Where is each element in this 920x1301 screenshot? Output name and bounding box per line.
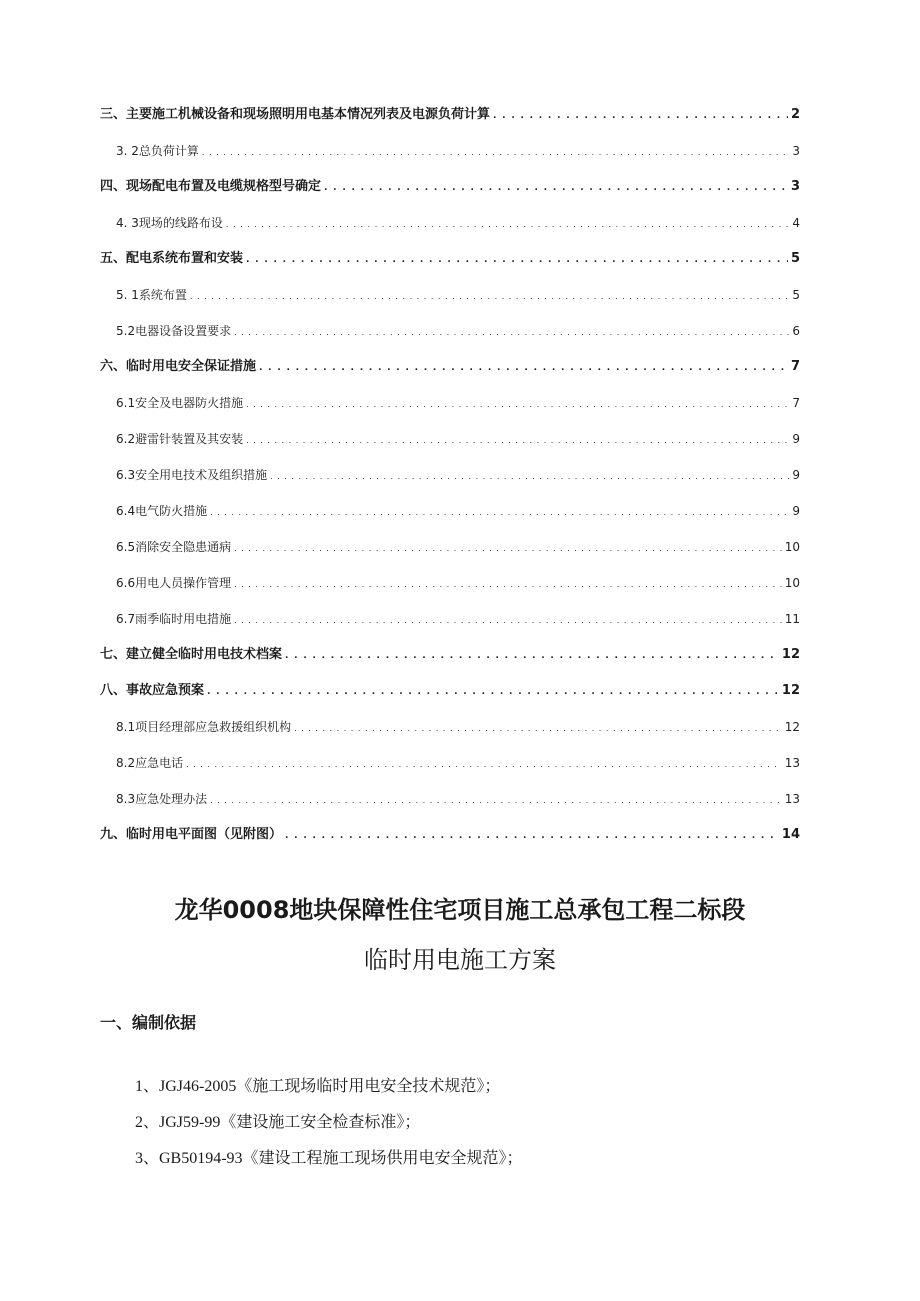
toc-dot-leader (285, 637, 779, 674)
toc-entry[interactable] (100, 205, 800, 241)
basis-item: 3、GB50194-93《建设工程施工现场供用电安全规范》； (135, 1150, 523, 1167)
table-of-contents (100, 97, 800, 853)
toc-entry-label: 七、建立健全临时用电技术档案 (100, 647, 283, 662)
toc-dot-leader (234, 565, 782, 603)
toc-entry[interactable] (100, 385, 800, 421)
toc-dot-leader (234, 601, 782, 639)
toc-entry-label: 8.2应急电话 (116, 756, 184, 770)
toc-entry[interactable] (100, 277, 800, 313)
toc-entry[interactable] (100, 601, 800, 637)
toc-entry-page-number: 5 (790, 251, 800, 266)
toc-entry-page-number: 12 (781, 647, 800, 662)
toc-entry[interactable] (100, 169, 800, 205)
toc-entry-label: 九、临时用电平面图（见附图） (100, 827, 283, 842)
toc-entry-label: 6.5消除安全隐患通病 (116, 540, 232, 554)
toc-entry-page-number: 10 (784, 576, 800, 590)
toc-entry[interactable] (100, 349, 800, 385)
toc-entry-label: 6.7雨季临时用电措施 (116, 612, 232, 626)
toc-entry[interactable] (100, 241, 800, 277)
toc-entry-label: 八、事故应急预案 (100, 683, 205, 698)
toc-entry-label: 4. 3现场的线路布设 (116, 216, 223, 230)
toc-entry-label: 5.2电器设备设置要求 (116, 324, 232, 338)
toc-entry-label: 6.1安全及电器防火措施 (116, 396, 244, 410)
toc-entry-page-number: 9 (792, 504, 800, 518)
toc-entry-label: 3. 2总负荷计算 (116, 144, 199, 158)
document-title: 龙华0008地块保障性住宅项目施工总承包工程二标段 (174, 896, 746, 924)
toc-dot-leader (246, 241, 788, 278)
toc-dot-leader (226, 205, 789, 243)
toc-dot-leader (186, 745, 782, 783)
toc-entry-label: 5. 1系统布置 (116, 288, 187, 302)
toc-entry[interactable] (100, 421, 800, 457)
toc-dot-leader (210, 493, 789, 531)
toc-entry-page-number: 13 (784, 792, 800, 806)
section-heading: 一、编制依据 (100, 1013, 197, 1032)
toc-entry[interactable] (100, 313, 800, 349)
toc-entry-page-number: 10 (784, 540, 800, 554)
toc-entry-label: 四、现场配电布置及电缆规格型号确定 (100, 179, 322, 194)
toc-entry[interactable] (100, 745, 800, 781)
toc-entry-page-number: 11 (784, 612, 800, 626)
toc-entry-page-number: 3 (792, 144, 800, 158)
toc-dot-leader (259, 349, 788, 386)
toc-entry-page-number: 7 (792, 396, 800, 410)
toc-dot-leader (294, 709, 782, 747)
toc-entry[interactable] (100, 565, 800, 601)
toc-entry-label: 8.3应急处理办法 (116, 792, 208, 806)
toc-entry-label: 6.6用电人员操作管理 (116, 576, 232, 590)
toc-dot-leader (207, 673, 779, 710)
toc-entry-page-number: 9 (792, 432, 800, 446)
toc-dot-leader (246, 385, 789, 423)
toc-dot-leader (246, 421, 789, 459)
toc-entry-label: 6.3安全用电技术及组织措施 (116, 468, 268, 482)
toc-dot-leader (493, 97, 788, 134)
toc-entry-label: 8.1项目经理部应急救援组织机构 (116, 720, 292, 734)
toc-dot-leader (285, 817, 779, 854)
toc-dot-leader (234, 313, 789, 351)
toc-dot-leader (190, 277, 789, 315)
toc-entry-page-number: 4 (792, 216, 800, 230)
toc-entry-page-number: 13 (784, 756, 800, 770)
toc-dot-leader (234, 529, 782, 567)
toc-entry[interactable] (100, 637, 800, 673)
toc-entry-label: 六、临时用电安全保证措施 (100, 359, 257, 374)
toc-entry-label: 6.2避雷针装置及其安装 (116, 432, 244, 446)
toc-entry-page-number: 7 (790, 359, 800, 374)
toc-entry-label: 6.4电气防火措施 (116, 504, 208, 518)
toc-entry[interactable] (100, 781, 800, 817)
toc-entry[interactable] (100, 709, 800, 745)
toc-entry-page-number: 14 (781, 827, 800, 842)
document-subtitle: 临时用电施工方案 (364, 946, 556, 974)
toc-entry-page-number: 2 (790, 107, 800, 122)
toc-entry-page-number: 12 (784, 720, 800, 734)
toc-entry[interactable] (100, 97, 800, 133)
basis-item: 1、JGJ46-2005《施工现场临时用电安全技术规范》； (135, 1078, 501, 1095)
toc-entry-page-number: 6 (792, 324, 800, 338)
toc-entry[interactable] (100, 457, 800, 493)
toc-dot-leader (324, 169, 788, 206)
toc-dot-leader (202, 133, 789, 171)
toc-entry-page-number: 12 (781, 683, 800, 698)
toc-entry-page-number: 5 (792, 288, 800, 302)
toc-entry-label: 五、配电系统布置和安装 (100, 251, 244, 266)
toc-entry[interactable] (100, 493, 800, 529)
toc-entry[interactable] (100, 673, 800, 709)
toc-entry-page-number: 9 (792, 468, 800, 482)
toc-entry-label: 三、主要施工机械设备和现场照明用电基本情况列表及电源负荷计算 (100, 107, 491, 122)
toc-entry-page-number: 3 (790, 179, 800, 194)
basis-item: 2、JGJ59-99《建设施工安全检查标准》； (135, 1114, 421, 1131)
toc-entry[interactable] (100, 817, 800, 853)
toc-entry[interactable] (100, 529, 800, 565)
toc-entry[interactable] (100, 133, 800, 169)
toc-dot-leader (210, 781, 782, 819)
toc-dot-leader (270, 457, 789, 495)
